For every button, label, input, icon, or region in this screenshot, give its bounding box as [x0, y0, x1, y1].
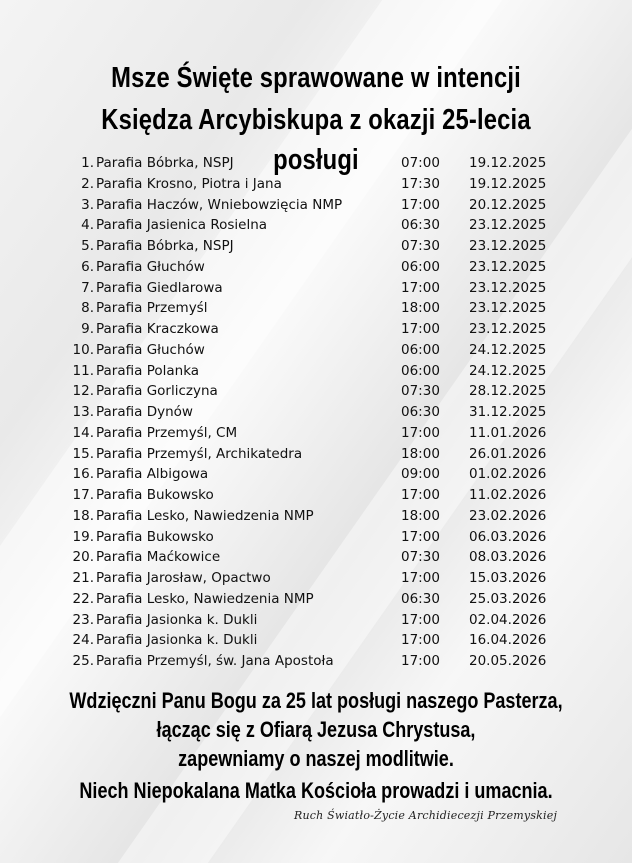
list-item — [0, 153, 632, 173]
mass-time: 17:00 — [401, 570, 440, 586]
mass-time: 07:30 — [401, 549, 440, 566]
mass-time: 07:30 — [401, 238, 440, 254]
item-number: 8. — [81, 300, 94, 317]
list-item — [0, 319, 632, 339]
page-title-line-2: Księdza Arcybiskupa z okazji 25-lecia posługi — [101, 104, 531, 176]
parish-name: Parafia Maćkowice — [96, 549, 221, 566]
mass-date: 26.01.2026 — [469, 445, 547, 462]
item-number: 6. — [81, 258, 94, 275]
item-number: 23. — [72, 611, 94, 628]
item-number: 14. — [72, 424, 94, 441]
item-number: 19. — [72, 528, 94, 545]
parish-name: Parafia Bukowsko — [96, 487, 214, 503]
mass-time: 07:30 — [401, 383, 440, 400]
parish-name: Parafia Giedlarowa — [96, 279, 223, 296]
mass-date: 23.02.2026 — [469, 507, 547, 524]
list-item — [0, 485, 632, 505]
mass-date: 06.03.2026 — [469, 528, 547, 545]
item-number: 22. — [72, 590, 94, 607]
mass-date: 23.12.2025 — [469, 300, 547, 317]
item-number: 16. — [72, 466, 94, 483]
mass-time: 17:00 — [401, 653, 440, 669]
item-number: 15. — [72, 445, 94, 462]
list-item — [0, 568, 632, 588]
list-item — [0, 361, 632, 381]
mass-time: 17:00 — [401, 611, 440, 628]
item-number: 9. — [81, 321, 94, 337]
mass-date: 20.12.2025 — [469, 196, 547, 213]
mass-time: 06:30 — [401, 404, 440, 420]
list-item — [0, 236, 632, 256]
item-number: 24. — [72, 632, 94, 649]
item-number: 4. — [81, 217, 94, 234]
mass-time: 06:30 — [401, 217, 440, 234]
mass-time: 06:00 — [401, 362, 440, 379]
mass-time: 17:00 — [401, 632, 440, 649]
mass-time: 09:00 — [401, 466, 440, 483]
item-number: 1. — [81, 155, 94, 171]
list-item — [0, 340, 632, 360]
mass-date: 23.12.2025 — [469, 217, 547, 234]
parish-name: Parafia Przemyśl, św. Jana Apostoła — [96, 653, 334, 669]
parish-name: Parafia Jasionka k. Dukli — [96, 632, 258, 649]
mass-date: 28.12.2025 — [469, 383, 547, 400]
list-item — [0, 610, 632, 630]
mass-date: 25.03.2026 — [469, 590, 547, 607]
footer-line-4: Niech Niepokalana Matka Kościoła prowadzi i umacnia. — [79, 778, 553, 803]
mass-date: 11.01.2026 — [469, 424, 547, 441]
mass-date: 19.12.2025 — [469, 155, 547, 171]
list-item — [0, 444, 632, 464]
item-number: 13. — [72, 404, 94, 420]
mass-time: 17:00 — [401, 424, 440, 441]
parish-name: Parafia Bukowsko — [96, 528, 214, 545]
parish-name: Parafia Krosno, Piotra i Jana — [96, 175, 282, 192]
mass-date: 23.12.2025 — [469, 321, 547, 337]
parish-name: Parafia Dynów — [96, 404, 193, 420]
parish-name: Parafia Głuchów — [96, 341, 205, 358]
mass-date: 23.12.2025 — [469, 279, 547, 296]
list-item — [0, 381, 632, 401]
mass-date: 15.03.2026 — [469, 570, 547, 586]
parish-name: Parafia Haczów, Wniebowzięcia NMP — [96, 196, 343, 213]
parish-name: Parafia Przemyśl, CM — [96, 424, 238, 441]
item-number: 5. — [81, 238, 94, 254]
page-title-line-1: Msze Święte sprawowane w intencji — [111, 62, 521, 94]
list-item — [0, 298, 632, 318]
parish-name: Parafia Lesko, Nawiedzenia NMP — [96, 507, 314, 524]
footer-line-1: Wdzięczni Panu Bogu za 25 lat posługi naszego Pasterza, — [69, 688, 563, 713]
mass-date: 02.04.2026 — [469, 611, 547, 628]
mass-time: 18:00 — [401, 300, 440, 317]
mass-time: 17:30 — [401, 175, 440, 192]
parish-name: Parafia Kraczkowa — [96, 321, 219, 337]
mass-time: 17:00 — [401, 321, 440, 337]
parish-name: Parafia Głuchów — [96, 258, 205, 275]
mass-time: 06:00 — [401, 258, 440, 275]
mass-time: 18:00 — [401, 445, 440, 462]
list-item — [0, 257, 632, 277]
parish-name: Parafia Bóbrka, NSPJ — [96, 155, 234, 171]
mass-time: 07:00 — [401, 155, 440, 171]
list-item — [0, 215, 632, 235]
footer-line-2: łącząc się z Ofiarą Jezusa Chrystusa, — [156, 717, 476, 742]
parish-name: Parafia Przemyśl — [96, 300, 208, 317]
parish-name: Parafia Jasionka k. Dukli — [96, 611, 258, 628]
signature: Ruch Światło-Życie Archidiecezji Przemyskiej — [294, 809, 558, 822]
parish-name: Parafia Jarosław, Opactwo — [96, 570, 271, 586]
item-number: 20. — [72, 549, 94, 566]
item-number: 18. — [72, 507, 94, 524]
mass-date: 24.12.2025 — [469, 362, 547, 379]
mass-date: 01.02.2026 — [469, 466, 547, 483]
parish-name: Parafia Przemyśl, Archikatedra — [96, 445, 303, 462]
list-item — [0, 547, 632, 567]
item-number: 11. — [72, 362, 94, 379]
item-number: 3. — [81, 196, 94, 213]
item-number: 10. — [72, 341, 94, 358]
mass-date: 24.12.2025 — [469, 341, 547, 358]
list-item — [0, 651, 632, 671]
mass-time: 06:30 — [401, 590, 440, 607]
list-item — [0, 278, 632, 298]
list-item — [0, 174, 632, 194]
list-item — [0, 464, 632, 484]
list-item — [0, 195, 632, 215]
mass-time: 06:00 — [401, 341, 440, 358]
list-item — [0, 506, 632, 526]
mass-date: 23.12.2025 — [469, 258, 547, 275]
mass-date: 23.12.2025 — [469, 238, 547, 254]
list-item — [0, 589, 632, 609]
item-number: 21. — [72, 570, 94, 586]
mass-date: 16.04.2026 — [469, 632, 547, 649]
parish-name: Parafia Lesko, Nawiedzenia NMP — [96, 590, 314, 607]
mass-date: 19.12.2025 — [469, 175, 547, 192]
mass-time: 18:00 — [401, 507, 440, 524]
mass-time: 17:00 — [401, 279, 440, 296]
footer-line-3: zapewniamy o naszej modlitwie. — [178, 746, 454, 771]
parish-name: Parafia Gorliczyna — [96, 383, 218, 400]
parish-name: Parafia Polanka — [96, 362, 200, 379]
parish-name: Parafia Jasienica Rosielna — [96, 217, 268, 234]
item-number: 12. — [72, 383, 94, 400]
mass-time: 17:00 — [401, 487, 440, 503]
list-item — [0, 402, 632, 422]
list-item — [0, 527, 632, 547]
list-item — [0, 423, 632, 443]
mass-time: 17:00 — [401, 196, 440, 213]
item-number: 2. — [81, 175, 94, 192]
mass-date: 11.02.2026 — [469, 487, 547, 503]
parish-name: Parafia Bóbrka, NSPJ — [96, 238, 234, 254]
item-number: 17. — [72, 487, 94, 503]
item-number: 25. — [72, 653, 94, 669]
item-number: 7. — [81, 279, 94, 296]
list-item — [0, 630, 632, 650]
mass-date: 20.05.2026 — [469, 653, 547, 669]
mass-time: 17:00 — [401, 528, 440, 545]
mass-date: 31.12.2025 — [469, 404, 547, 420]
mass-date: 08.03.2026 — [469, 549, 547, 566]
parish-name: Parafia Albigowa — [96, 466, 209, 483]
